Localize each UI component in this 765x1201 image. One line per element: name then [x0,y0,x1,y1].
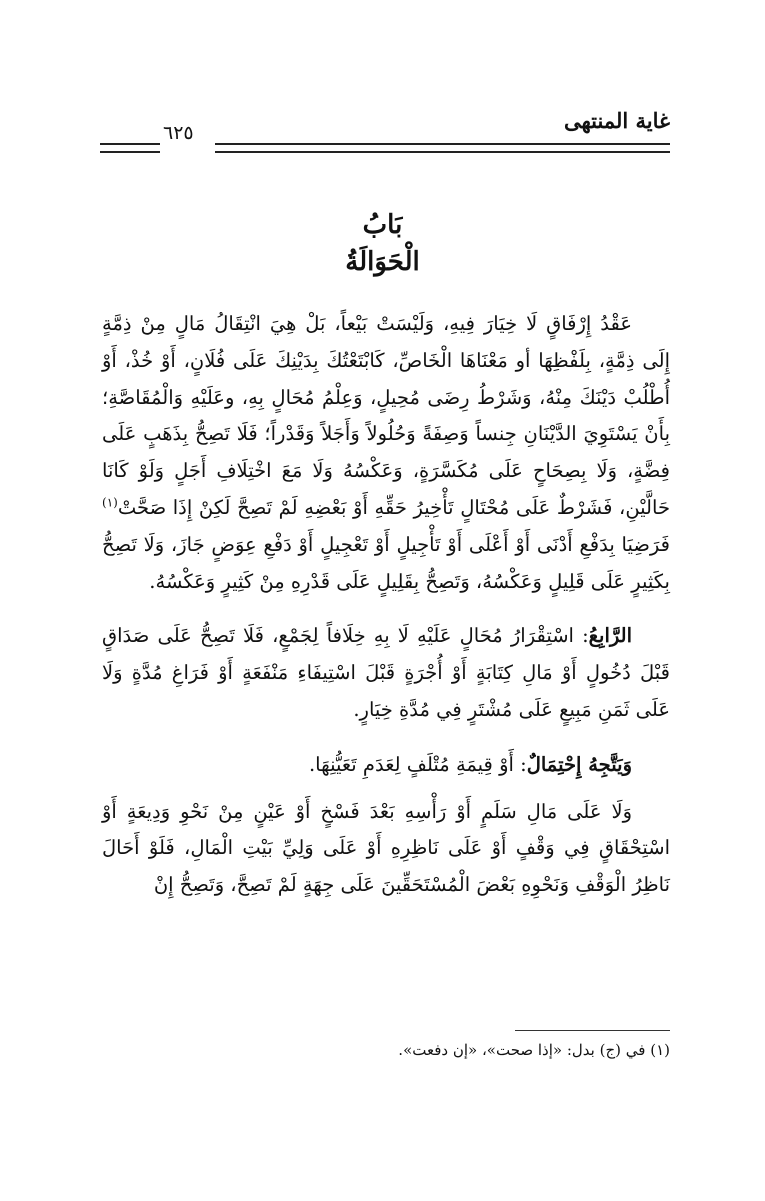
paragraph-fourth-condition [102,618,670,728]
page-number: ٦٢٥ [163,122,194,144]
paragraph-possibility [102,747,670,784]
chapter-heading [0,208,765,282]
paragraph-definition [102,306,670,600]
paragraph-text-continued: فَرَضِيَا بِدَفْعِ أَدْنَى أَوْ أَعْلَى أَوْ تَأْجِيلٍ أَوْ تَعْجِيلٍ أَوْ دَفْعِ عِوَضٍ جَازَ، وَلَا تَصِحُّ بِكَثِيرٍ عَلَى قَلِيلٍ وَعَكْسُهُ، وَتَصِحُّ بِقَلِيلٍ عَلَى قَدْرِهِ مِنْ كَثِيرٍ وَعَكْسُهُ. [102,532,670,593]
paragraph-exclusions [102,794,670,904]
main-text [102,306,670,922]
book-title: غاية المنتهى [563,108,670,133]
footnote-marker[interactable]: (١) [102,495,118,510]
paragraph-text: عَقْدُ إِرْفَاقٍ لَا خِيَارَ فِيهِ، وَلَيْسَتْ بَيْعاً، بَلْ هِيَ انْتِقَالُ مَالٍ مِنْ ذِمَّةٍ إِلَى ذِمَّةٍ، بِلَفْظِهَا أو مَعْنَاهَا الْخَاصِّ، كَابْتَعْتُكَ بِدَيْنِكَ عَلَى فُلَانٍ، أَوْ خُذْ، أَوْ أُطْلُبْ دَيْنَكَ مِنْهُ، وَشَرْطُ رِضَى مُحِيلٍ، وَعِلْمُ مُحَالٍ بِهِ، وعَلَيْهِ وَالْمُقَاصَّةِ؛ بِأَنْ يَسْتَوِيَ الدَّيْنَانِ جِنساً وَصِفَةً وَحُلُولاً وَأَجَلاً وَقَدْراً؛ فَلَا تَصِحُّ بِذَهَبٍ عَلَى فِضَّةٍ، وَلَا بِصِحَاحٍ عَلَى مُكَسَّرَةٍ، وَعَكْسُهُ وَلَا مَعَ اخْتِلَافِ أَجَلٍ وَلَوْ كَانَا حَالَّيْنِ، فَشَرْطٌ عَلَى مُحْتَالٍ تَأْخِيرُ حَقِّهِ أَوْ بَعْضِهِ لَمْ تَصِحَّ لَكِنْ إِذَا صَحَّتْ [102,312,670,519]
term-heading: الرَّابِعُ [588,624,632,648]
header-rule-left [100,143,160,153]
chapter-title: الْحَوَالَةُ [345,247,420,277]
term-heading: وَيَتَّجِهُ إِحْتِمَالٌ [526,752,632,776]
paragraph-text: وَلَا عَلَى مَالِ سَلَمٍ أَوْ رَأْسِهِ بَعْدَ فَسْخٍ أَوْ عَيْنٍ مِنْ نَحْوِ وَدِيعَةٍ أَوْ اسْتِحْقَاقٍ فِي وَقْفٍ أَوْ عَلَى نَاظِرِهِ أَوْ عَلَى وَلِيِّ بَيْتِ الْمَالِ، فَلَوْ أَحَالَ نَاظِرُ الْوَقْفِ وَنَحْوِهِ بَعْضَ الْمُسْتَحَقِّينَ عَلَى جِهَةٍ لَمْ تَصِحَّ، وَتَصِحُّ إِنْ [102,799,670,897]
header-rule-right [215,143,670,153]
footnote: (١) في (ج) بدل: «إذا صحت»، «إن دفعت». [398,1041,670,1059]
paragraph-text: : أَوْ قِيمَةِ مُتْلَفٍ لِعَدَمِ تَعَيُّنِهَا. [308,752,527,776]
paragraph-text: : اسْتِقْرَارُ مُحَالٍ عَلَيْهِ لَا بِهِ خِلَافاً لِجَمْعٍ، فَلَا تَصِحُّ عَلَى صَدَاقٍ قَبْلَ دُخُولٍ أَوْ مَالِ كِتَابَةٍ أَوْ أُجْرَةٍ قَبْلَ اسْتِيفَاءِ مَنْفَعَةٍ أَوْ فَرَاغِ مُدَّةٍ وَلَا عَلَى ثَمَنِ مَبِيعٍ عَلَى مُشْتَرٍ فِي مُدَّةِ خِيَارٍ. [102,624,670,721]
footnote-divider [515,1030,670,1031]
page-header [100,108,670,158]
chapter-label: بَابُ [362,210,403,240]
